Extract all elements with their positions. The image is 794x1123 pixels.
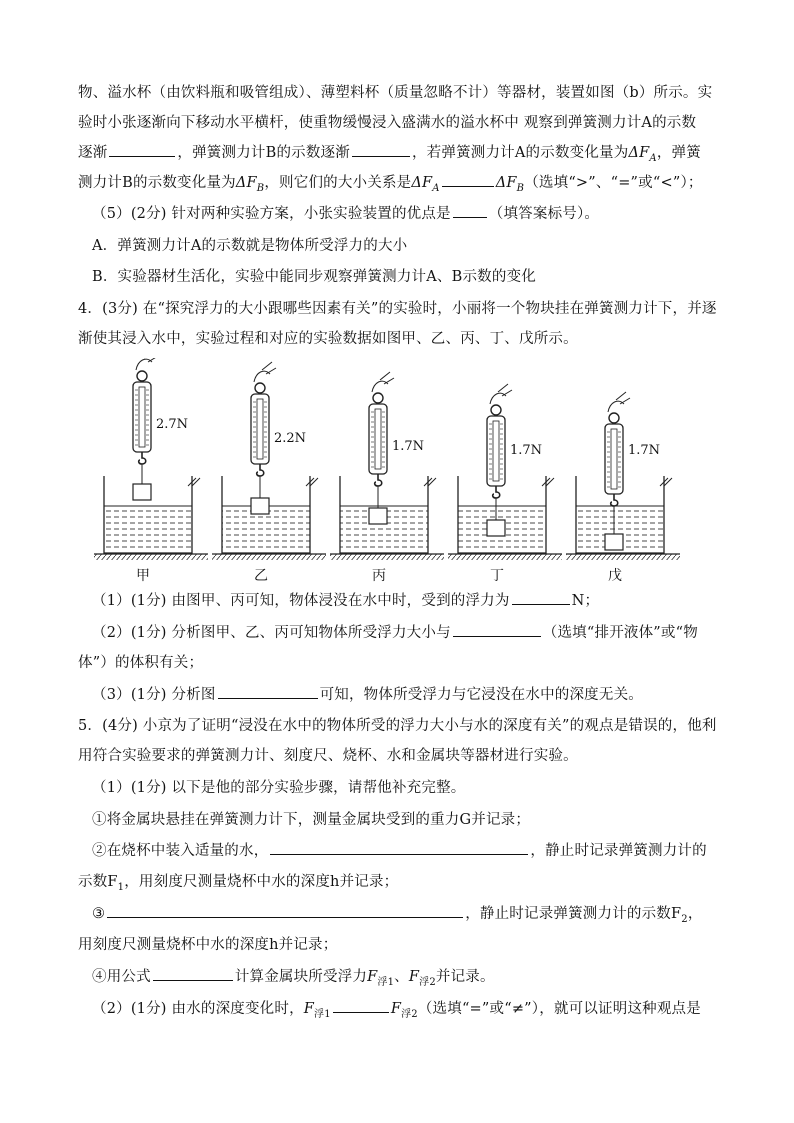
hand-icon xyxy=(372,372,394,392)
text: （2）(1分) 分析图甲、乙、丙可知物体所受浮力大小与 xyxy=(92,625,451,641)
block xyxy=(133,484,151,500)
subscript: 浮1 xyxy=(377,976,395,988)
question-5-line xyxy=(92,203,732,225)
setup-label: 丁 xyxy=(490,568,504,584)
hand-icon xyxy=(136,358,158,370)
spring-scale-body xyxy=(605,424,623,494)
spring-scale-body xyxy=(251,394,269,464)
sub-question-2-cont: 体”）的体积有关； xyxy=(78,655,204,671)
problem-5-line-2: 用符合实验要求的弹簧测力计、刻度尺、烧杯、水和金属块等器材进行实验。 xyxy=(78,748,578,764)
sub-question-2 xyxy=(92,622,732,644)
setup-label: 丙 xyxy=(372,568,386,584)
step-4 xyxy=(92,966,732,994)
block xyxy=(487,520,505,536)
symbol: ΔF xyxy=(628,145,650,161)
text: 示数F xyxy=(78,874,118,890)
beaker-spout xyxy=(660,478,672,486)
text: 逐渐 xyxy=(78,145,108,161)
text: （填答案标号）。 xyxy=(488,206,600,222)
text: ③ xyxy=(92,906,106,922)
option-a: A．弹簧测力计A的示数就是物体所受浮力的大小 xyxy=(92,238,408,254)
hand-icon xyxy=(490,384,512,404)
beaker-spout xyxy=(188,478,200,486)
subscript: A xyxy=(649,152,657,164)
scale-ring xyxy=(609,413,619,423)
text: （选填“>”、“=”或“<”）； xyxy=(524,175,703,191)
text: （5）(2分) 针对两种实验方案，小张实验装置的优点是 xyxy=(92,206,451,222)
symbol: F xyxy=(408,969,420,985)
text: （选填“排开液体”或“物 xyxy=(542,625,698,641)
water xyxy=(104,506,192,553)
setup-label: 甲 xyxy=(136,568,150,584)
subscript: 1 xyxy=(117,881,125,893)
hand-icon xyxy=(254,362,276,382)
setup-3 xyxy=(330,372,444,584)
sub-question-1 xyxy=(92,590,732,612)
setup-2 xyxy=(212,362,326,584)
spring-scale-body xyxy=(487,416,505,486)
scale-hook xyxy=(139,452,146,464)
problem-5-step-intro: （1）(1分) 以下是他的部分实验步骤，请帮他补充完整。 xyxy=(92,780,466,796)
scale-reading: 2.7N xyxy=(156,417,189,432)
text: （3）(1分) 分析图 xyxy=(92,687,216,703)
scale-reading: 1.7N xyxy=(392,439,425,454)
scale-hook xyxy=(493,486,500,498)
answer-blank[interactable] xyxy=(512,590,570,605)
step-2 xyxy=(92,840,732,862)
ground-hatch xyxy=(330,554,444,560)
answer-blank[interactable] xyxy=(153,966,233,981)
scale-hook xyxy=(257,464,264,476)
hand-icon xyxy=(608,392,630,412)
scale-ring xyxy=(137,371,147,381)
sub-question-3 xyxy=(92,684,732,706)
answer-blank[interactable] xyxy=(453,203,487,218)
setup-1 xyxy=(94,358,208,584)
answer-blank[interactable] xyxy=(107,903,463,918)
text: 可知，物体所受浮力与它浸没在水中的深度无关。 xyxy=(319,687,643,703)
block xyxy=(369,508,387,524)
answer-blank[interactable] xyxy=(270,840,528,855)
ground-hatch xyxy=(212,554,326,560)
text: ，则它们的大小关系是 xyxy=(264,175,412,191)
text: ， xyxy=(687,906,703,922)
subscript: 浮2 xyxy=(401,1008,418,1020)
answer-blank[interactable] xyxy=(442,172,494,187)
text: ，弹簧测力计B的示数逐渐 xyxy=(177,145,350,161)
block xyxy=(605,534,623,550)
answer-blank[interactable] xyxy=(333,998,389,1013)
text-line-2: 验时小张逐渐向下移动水平横杆，使重物缓慢浸入盛满水的溢水杯中 观察到弹簧测力计A的示数 xyxy=(78,115,697,131)
beaker-spout xyxy=(306,478,318,486)
scale-ring xyxy=(255,383,265,393)
subscript: 2 xyxy=(681,913,688,925)
ground-hatch xyxy=(94,554,208,560)
symbol: F xyxy=(367,969,378,985)
text: 、 xyxy=(394,969,409,985)
answer-blank[interactable] xyxy=(218,684,318,699)
subscript: B xyxy=(516,182,525,194)
subscript: A xyxy=(432,182,440,194)
setup-4 xyxy=(448,384,562,584)
text: N； xyxy=(571,593,600,609)
subscript: 浮2 xyxy=(419,976,436,988)
problem-4-line-2: 渐使其浸入水中，实验过程和对应的实验数据如图甲、乙、丙、丁、戊所示。 xyxy=(78,331,578,347)
answer-blank[interactable] xyxy=(453,622,541,637)
symbol: ΔF xyxy=(235,175,257,191)
step-3-cont: 用刻度尺测量烧杯中水的深度h并记录； xyxy=(78,937,338,953)
symbol: F xyxy=(390,1001,402,1017)
scale-ring xyxy=(373,393,383,403)
text: （选填“=”或“≠”），就可以证明这种观点是 xyxy=(417,1001,701,1017)
step-1: ①将金属块悬挂在弹簧测力计下，测量金属块受到的重力G并记录； xyxy=(92,812,531,828)
ground-hatch xyxy=(448,554,562,560)
setup-5 xyxy=(566,392,680,584)
beaker-spout xyxy=(424,478,436,486)
text: ，弹簧 xyxy=(656,145,701,161)
symbol: ΔF xyxy=(411,175,433,191)
ground-hatch xyxy=(566,554,680,560)
sub-question-2-problem-5 xyxy=(92,998,732,1026)
spring-scale-body xyxy=(133,382,151,452)
option-b: B．实验器材生活化，实验中能同步观察弹簧测力计A、B示数的变化 xyxy=(92,269,536,285)
answer-blank[interactable] xyxy=(109,142,175,157)
text: ②在烧杯中装入适量的水， xyxy=(92,843,269,859)
scale-reading: 1.7N xyxy=(628,443,661,458)
text: 测力计B的示数变化量为 xyxy=(78,175,236,191)
problem-4-line-1: 4．(3分) 在“探究浮力的大小跟哪些因素有关”的实验时，小丽将一个物块挂在弹簧测力计下，并逐 xyxy=(78,301,717,317)
scale-reading: 2.2N xyxy=(274,431,307,446)
setup-label: 戊 xyxy=(608,568,622,584)
answer-blank[interactable] xyxy=(352,142,410,157)
text: ，若弹簧测力计A的示数变化量为 xyxy=(411,145,629,161)
text: ④用公式 xyxy=(92,969,151,985)
block xyxy=(251,498,269,514)
text: （1）(1分) 由图甲、丙可知，物体浸没在水中时，受到的浮力为 xyxy=(92,593,510,609)
text: ，静止时记录弹簧测力计的示数F xyxy=(465,906,682,922)
beaker-spout xyxy=(542,478,554,486)
scale-hook xyxy=(375,474,382,486)
text: 计算金属块所受浮力 xyxy=(234,969,368,985)
text: ，用刻度尺测量烧杯中水的深度h并记录； xyxy=(124,874,399,890)
symbol: ΔF xyxy=(495,175,517,191)
text-line-4 xyxy=(78,172,718,200)
text: 并记录。 xyxy=(435,969,495,985)
spring-scale-figure xyxy=(90,358,710,590)
subscript: 浮1 xyxy=(314,1008,331,1020)
step-3 xyxy=(92,903,732,931)
problem-5-line-1: 5．(4分) 小京为了证明“浸没在水中的物体所受的浮力大小与水的深度有关”的观点是错误的，他利 xyxy=(78,718,717,734)
scale-ring xyxy=(491,405,501,415)
scale-hook xyxy=(611,494,618,506)
text-line-1: 物、溢水杯（由饮料瓶和吸管组成）、薄塑料杯（质量忽略不计）等器材，装置如图（b）所示。实 xyxy=(78,85,713,101)
setup-label: 乙 xyxy=(254,568,268,584)
text-line-3 xyxy=(78,142,718,170)
text: ，静止时记录弹簧测力计的 xyxy=(530,843,707,859)
step-2-cont xyxy=(78,871,718,899)
scale-reading: 1.7N xyxy=(510,443,543,458)
subscript: B xyxy=(256,182,265,194)
text: （2）(1分) 由水的深度变化时， xyxy=(92,1001,304,1017)
symbol: F xyxy=(303,1001,315,1017)
spring-scale-body xyxy=(369,404,387,474)
